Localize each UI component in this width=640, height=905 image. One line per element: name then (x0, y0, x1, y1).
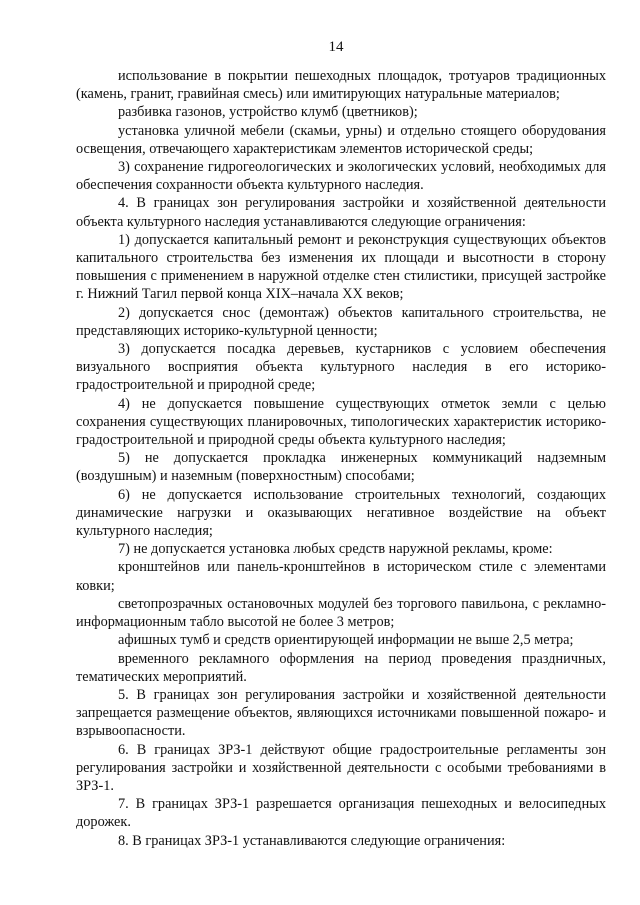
paragraph-temporary-decoration: временного рекламного оформления на период проведения праздничных, тематических мероприятий. (76, 650, 606, 685)
paragraph-brackets: кронштейнов или панель-кронштейнов в историческом стиле с элементами ковки; (76, 559, 606, 594)
paragraph-poster-columns: афишных тумб и средств ориентирующей информации не выше 2,5 метра; (118, 632, 574, 649)
paragraph-section-5: 5. В границах зон регулирования застройки и хозяйственной деятельности запрещается размещение объектов, являющихся источниками повышенной пожаро- и взрывоопасности. (76, 686, 606, 740)
document-body (76, 67, 606, 850)
paragraph-item-3-hydrogeology: 3) сохранение гидрогеологических и экологических условий, необходимых для обеспечения сохранности объекта культурного наследия. (76, 159, 606, 194)
paragraph-section-4-item-3: 3) допускается посадка деревьев, кустарников с условием обеспечения визуального восприятия объекта культурного наследия в его историко-градостроительной и природной среде; (76, 341, 606, 394)
paragraph-paving-materials: использование в покрытии пешеходных площадок, тротуаров традиционных (камень, гранит, гравийная смесь) или имитирующих натуральные материалов; (76, 68, 606, 103)
page-number: 14 (328, 39, 344, 55)
paragraph-section-7: 7. В границах ЗРЗ-1 разрешается организация пешеходных и велосипедных дорожек. (76, 796, 606, 831)
paragraph-street-furniture: установка уличной мебели (скамьи, урны) и отдельно стоящего оборудования освещения, отвечающего характеристикам элементов исторической среды; (76, 122, 606, 157)
paragraph-section-4-item-2: 2) допускается снос (демонтаж) объектов капитального строительства, не представляющих историко-культурной ценности; (76, 304, 606, 339)
paragraph-lawns: разбивка газонов, устройство клумб (цветников); (118, 104, 418, 121)
paragraph-section-4-item-1: 1) допускается капитальный ремонт и реконструкция существующих объектов капитального строительства без изменения их площади и высотности в сторону повышения с применением в наружной отделке стен стилистики, присущей застройке г. Нижний Тагил первой конца XIX–начала XX веков; (76, 231, 606, 303)
paragraph-section-4-item-7: 7) не допускается установка любых средств наружной рекламы, кроме: (118, 541, 553, 558)
paragraph-bus-stop-modules: светопрозрачных остановочных модулей без торгового павильона, с рекламно-информационным табло высотой не более 3 метров; (76, 595, 606, 631)
paragraph-section-4-item-6: 6) не допускается использование строительных технологий, создающих динамические нагрузки и оказывающих негативное воздействие на объект культурного наследия; (76, 486, 606, 540)
paragraph-section-8: 8. В границах ЗРЗ-1 устанавливаются следующие ограничения: (118, 832, 506, 849)
paragraph-section-4-item-4: 4) не допускается повышение существующих отметок земли с целью сохранения существующих планировочных, типологических характеристик историко-градостроительной и природной среды объекта культурного наследия; (76, 395, 606, 449)
paragraph-section-4: 4. В границах зон регулирования застройки и хозяйственной деятельности объекта культурного наследия устанавливаются следующие ограничения: (76, 195, 606, 230)
paragraph-section-6: 6. В границах ЗРЗ-1 действуют общие градостроительные регламенты зон регулирования застройки и хозяйственной деятельности с особыми требованиями в ЗРЗ-1. (76, 741, 606, 794)
paragraph-section-4-item-5: 5) не допускается прокладка инженерных коммуникаций надземным (воздушным) и наземным (поверхностным) способами; (76, 450, 606, 485)
